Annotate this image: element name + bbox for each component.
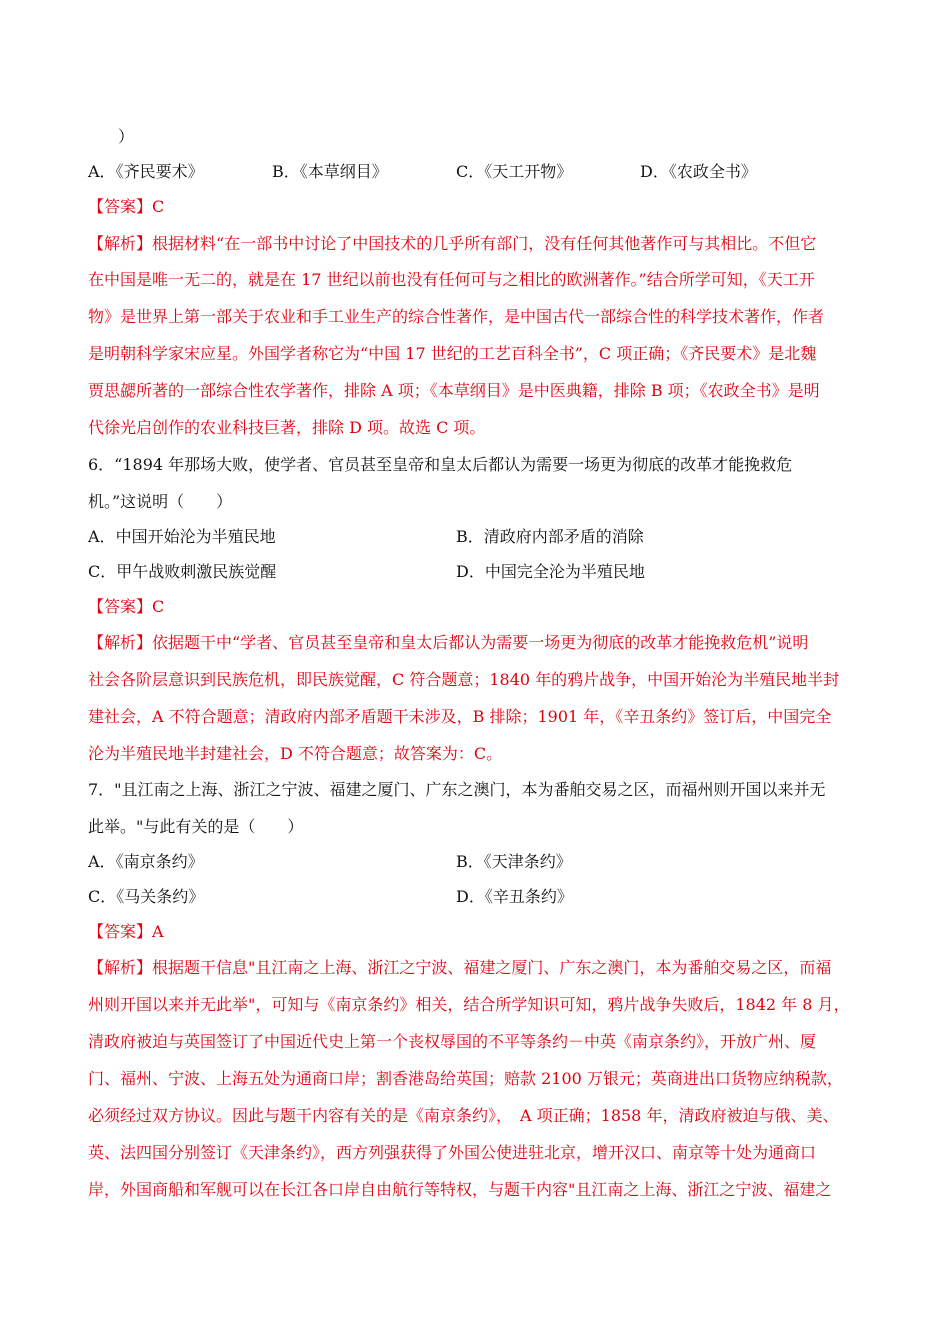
q7-option-c[interactable]: C．《马关条约》 <box>88 887 205 906</box>
q7-answer <box>88 922 164 942</box>
q5-analysis-line: 物》是世界上第一部关于农业和手工业生产的综合性著作，是中国古代一部综合性的科学技术著作，作者 <box>88 307 825 326</box>
q7-analysis-line: 岸，外国商船和军舰可以在长江各口岸自由航行等特权，与题干内容"且江南之上海、浙江之宁波、福建之 <box>88 1180 832 1199</box>
q6-option-a[interactable]: A．中国开始沦为半殖民地 <box>88 527 276 546</box>
q6-analysis-line: 建社会，A 不符合题意；清政府内部矛盾题干未涉及，B 排除；1901 年，《辛丑条约》签订后，中国完全 <box>88 707 832 726</box>
q5-analysis-line: 【解析】根据材料“在一部书中讨论了中国技术的几乎所有部门，没有任何其他著作可与其相比。不但它 <box>88 234 817 253</box>
q7-analysis-line: 门、福州、宁波、上海五处为通商口岸；割香港岛给英国；赔款 2100 万银元；英商进出口货物应纳税款， <box>88 1069 843 1088</box>
q5-analysis-line: 贾思勰所著的一部综合性农学著作，排除 A 项；《本草纲目》是中医典籍，排除 B 项；《农政全书》是明 <box>88 381 820 400</box>
q7-stem-line: 7．"且江南之上海、浙江之宁波、福建之厦门、广东之澳门，本为番舶交易之区，而福州则开国以来并无 <box>88 780 826 799</box>
q5-option-b[interactable]: B．《本草纲目》 <box>272 162 388 181</box>
q7-option-a[interactable]: A．《南京条约》 <box>88 852 204 871</box>
answer-value: C <box>152 197 165 216</box>
q5-stem-tail: ） <box>118 127 135 146</box>
q6-option-c[interactable]: C．甲午战败刺激民族觉醒 <box>88 562 277 581</box>
q5-answer <box>88 197 164 217</box>
q6-analysis-line: 沦为半殖民地半封建社会，D 不符合题意；故答案为：C。 <box>88 744 503 763</box>
q6-option-b[interactable]: B．清政府内部矛盾的消除 <box>456 527 644 546</box>
q7-analysis-line: 【解析】根据题干信息"且江南之上海、浙江之宁波、福建之厦门、广东之澳门，本为番舶交易之区，而福 <box>88 958 832 977</box>
q5-analysis-line: 代徐光启创作的农业科技巨著，排除 D 项。故选 C 项。 <box>88 418 486 437</box>
answer-tag: 【答案】 <box>88 597 153 616</box>
q6-analysis-line: 【解析】依据题干中“学者、官员甚至皇帝和皇太后都认为需要一场更为彻底的改革才能挽救危机”说明 <box>88 633 809 652</box>
q5-option-c[interactable]: C．《天工开物》 <box>456 162 573 181</box>
q7-analysis-line: 清政府被迫与英国签订了中国近代史上第一个丧权辱国的不平等条约－中英《南京条约》，开放广州、厦 <box>88 1032 817 1051</box>
q6-analysis-line: 社会各阶层意识到民族危机，即民族觉醒，C 符合题意；1840 年的鸦片战争，中国开始沦为半殖民地半封 <box>88 670 840 689</box>
analysis-tag: 【解析】 <box>88 633 153 652</box>
analysis-tag: 【解析】 <box>88 958 153 977</box>
q5-option-d[interactable]: D．《农政全书》 <box>640 162 757 181</box>
q6-stem-line: 6．“1894 年那场大败，使学者、官员甚至皇帝和皇太后都认为需要一场更为彻底的改革才能挽救危 <box>88 455 793 474</box>
q7-analysis-line: 英、法四国分别签订《天津条约》，西方列强获得了外国公使进驻北京，增开汉口、南京等十处为通商口 <box>88 1143 817 1162</box>
q6-option-d[interactable]: D．中国完全沦为半殖民地 <box>456 562 645 581</box>
q5-analysis-line: 是明朝科学家宋应星。外国学者称它为“中国 17 世纪的工艺百科全书”，C 项正确；《齐民要术》是北魏 <box>88 344 817 363</box>
q7-option-b[interactable]: B．《天津条约》 <box>456 852 572 871</box>
answer-tag: 【答案】 <box>88 197 153 216</box>
answer-value: A <box>152 922 164 941</box>
analysis-tag: 【解析】 <box>88 234 153 253</box>
q7-analysis-line: 必须经过双方协议。因此与题干内容有关的是《南京条约》， A 项正确；1858 年，清政府被迫与俄、美、 <box>88 1106 839 1125</box>
answer-value: C <box>152 597 165 616</box>
q6-answer <box>88 597 164 617</box>
q6-stem-line: 机。”这说明（ ） <box>88 492 233 511</box>
q5-option-a[interactable]: A．《齐民要术》 <box>88 162 204 181</box>
q7-stem-line: 此举。"与此有关的是（ ） <box>88 817 304 836</box>
q7-analysis-line: 州则开国以来并无此举"，可知与《南京条约》相关，结合所学知识可知，鸦片战争失败后，1842 年 8 月， <box>88 995 850 1014</box>
q5-analysis-line: 在中国是唯一无二的，就是在 17 世纪以前也没有任何可与之相比的欧洲著作。”结合所学可知，《天工开 <box>88 270 815 289</box>
answer-tag: 【答案】 <box>88 922 153 941</box>
q7-option-d[interactable]: D．《辛丑条约》 <box>456 887 573 906</box>
